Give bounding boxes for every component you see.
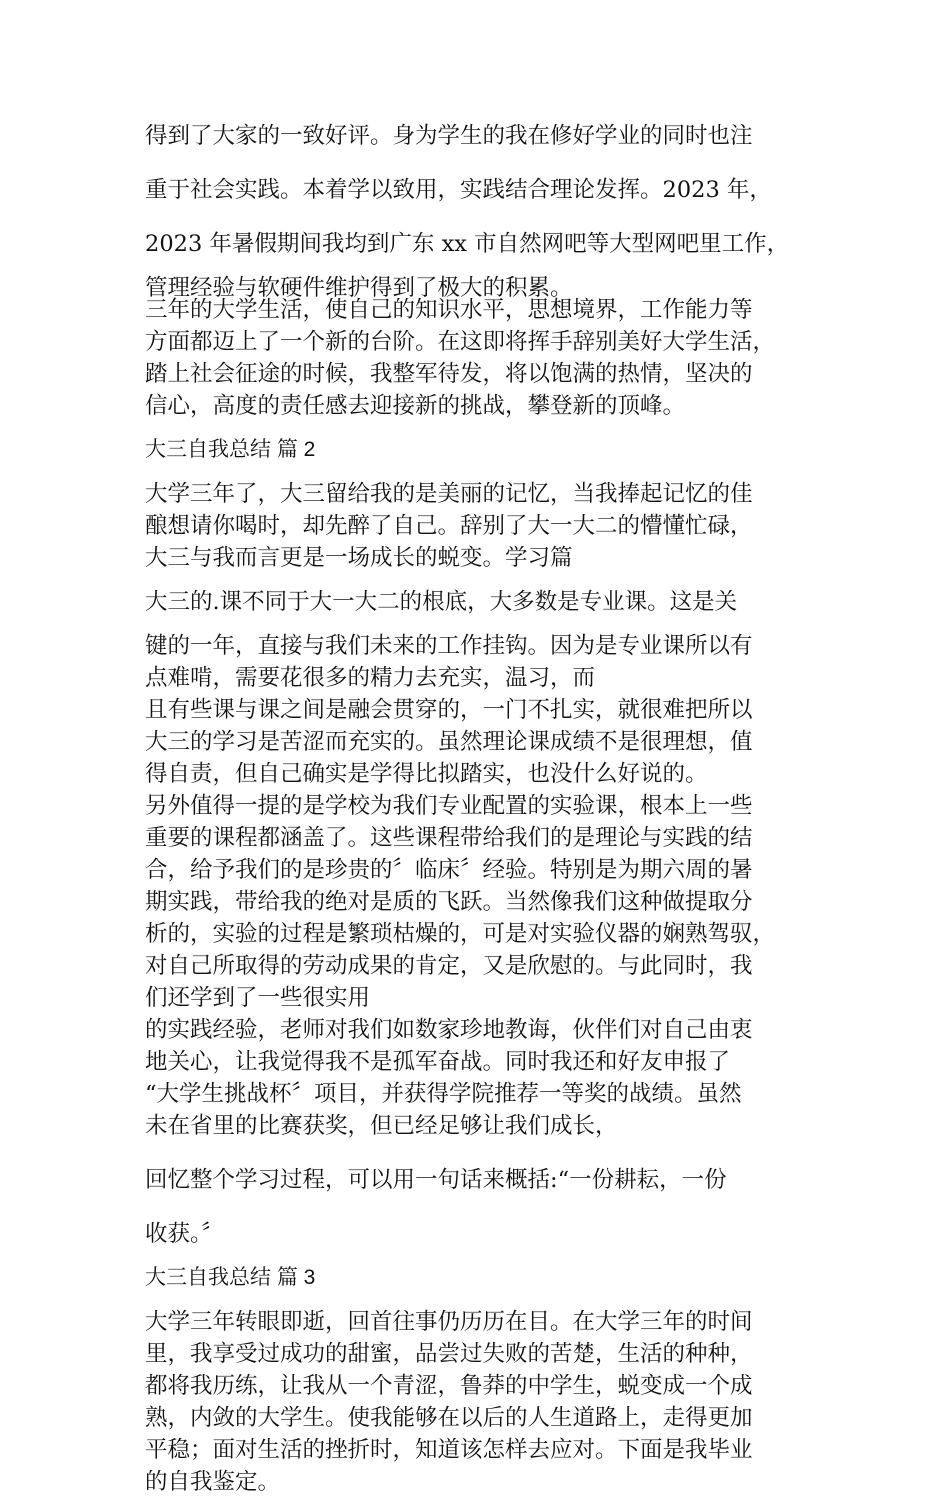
text-line: 且有些课与课之间是融会贯穿的，一门不扎实，就很难把所以 [145,697,753,723]
text-line: 信心，高度的责任感去迎接新的挑战，攀登新的顶峰。 [145,393,686,419]
text-line: 重于社会实践。本着学以致用，实践结合理论发挥。2023 年， [145,177,772,203]
text-line: 析的，实验的过程是繁琐枯燥的，可是对实验仪器的娴熟驾驭， [145,921,776,947]
text-line: 都将我历练，让我从一个青涩，鲁莽的中学生，蜕变成一个成 [145,1373,753,1399]
text-line: 得自责，但自己确实是学得比拟踏实，也没什么好说的。 [145,761,708,787]
text-line: 大三与我而言更是一场成长的蜕变。学习篇 [145,545,573,571]
text-line: 三年的大学生活，使自己的知识水平，思想境界，工作能力等 [145,297,753,323]
text-line: 键的一年，直接与我们未来的工作挂钩。因为是专业课所以有 [145,633,753,659]
text-line: 熟，内敛的大学生。使我能够在以后的人生道路上，走得更加 [145,1405,753,1431]
text-line: 大三的.课不同于大一大二的根底，大多数是专业课。这是关 [145,589,738,615]
text-line: 2023 年暑假期间我均到广东 xx 市自然网吧等大型网吧里工作， [145,231,790,257]
text-line: 大学三年转眼即逝，回首往事仍历历在目。在大学三年的时间 [145,1309,753,1335]
text-line: 管理经验与软硬件维护得到了极大的积累。 [145,275,573,301]
document-body [145,120,817,1498]
text-line: 踏上社会征途的时候，我整军待发，将以饱满的热情，坚决的 [145,361,753,387]
text-line: 对自己所取得的劳动成果的肯定，又是欣慰的。与此同时，我 [145,953,753,979]
section-heading-3: 大三自我总结 篇 3 [145,1266,316,1289]
text-line: 回忆整个学习过程，可以用一句话来概括:“一份耕耘，一份 [145,1167,727,1193]
text-line: 大学三年了，大三留给我的是美丽的记忆，当我捧起记忆的佳 [145,481,753,507]
text-line: 大三的学习是苦涩而充实的。虽然理论课成绩不是很理想，值 [145,729,753,755]
text-line: 收获。〞 [145,1221,224,1247]
text-line: 点难啃，需要花很多的精力去充实，温习，而 [145,665,596,691]
section-heading-2: 大三自我总结 篇 2 [145,438,316,461]
text-line: “大学生挑战杯〞项目，并获得学院推荐一等奖的战绩。虽然 [145,1081,742,1107]
text-line: 的实践经验，老师对我们如数家珍地教诲，伙伴们对自己由衷 [145,1017,753,1043]
text-line: 地关心，让我觉得我不是孤军奋战。同时我还和好友申报了 [145,1049,731,1075]
text-line: 酿想请你喝时，却先醉了自己。辞别了大一大二的懵懂忙碌， [145,513,753,539]
text-line: 里，我享受过成功的甜蜜，品尝过失败的苦楚，生活的种种， [145,1341,753,1367]
text-line: 期实践，带给我的绝对是质的飞跃。当然像我们这种做提取分 [145,889,753,915]
text-line: 方面都迈上了一个新的台阶。在这即将挥手辞别美好大学生活， [145,329,776,355]
text-line: 们还学到了一些很实用 [145,985,371,1011]
text-line: 合，给予我们的是珍贵的〞临床〞经验。特别是为期六周的暑 [145,857,753,883]
text-line: 重要的课程都涵盖了。这些课程带给我们的是理论与实践的结 [145,825,753,851]
text-line: 平稳；面对生活的挫折时，知道该怎样去应对。下面是我毕业 [145,1437,753,1463]
text-line: 得到了大家的一致好评。身为学生的我在修好学业的同时也注 [145,123,753,149]
text-line: 另外值得一提的是学校为我们专业配置的实验课，根本上一些 [145,793,753,819]
text-line: 的自我鉴定。 [145,1469,281,1495]
text-line: 未在省里的比赛获奖，但已经足够让我们成长， [145,1113,618,1139]
